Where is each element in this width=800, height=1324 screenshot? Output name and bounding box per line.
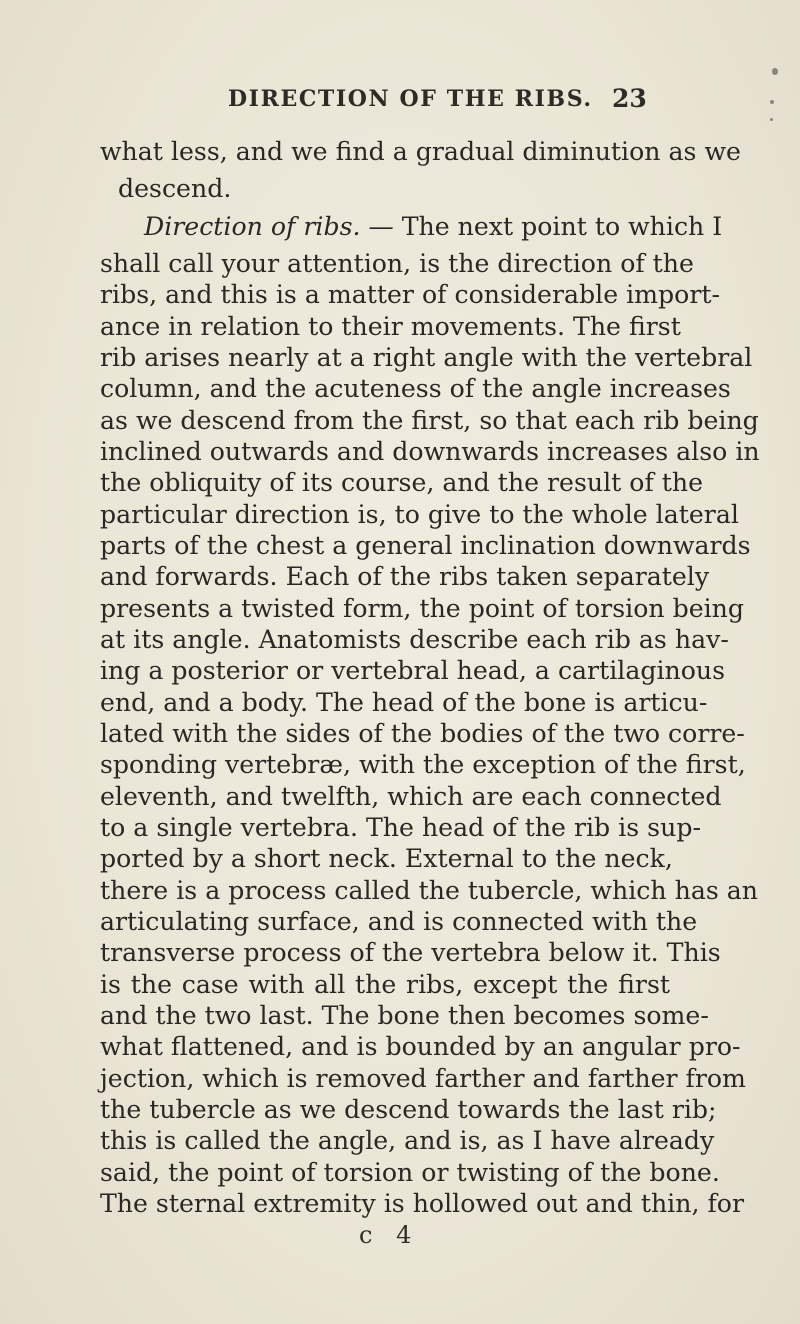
text-line: lated with the sides of the bodies of the two corre- <box>100 719 745 748</box>
text-line: said, the point of torsion or twisting of the bone. <box>100 1157 720 1187</box>
text-line: ance in relation to their movements. The first <box>100 311 681 341</box>
chapter-title: DIRECTION OF THE RIBS. <box>228 86 593 112</box>
text-line: sponding vertebræ, with the exception of the first, <box>100 750 746 780</box>
text-line: there is a process called the tubercle, which has an <box>100 875 759 905</box>
text-line <box>144 208 723 246</box>
text-line: what flattened, and is bounded by an angular pro- <box>100 1032 741 1062</box>
text-line: particular direction is, to give to the whole lateral <box>100 499 739 529</box>
text-line: presents a twisted form, the point of torsion being <box>100 593 745 623</box>
text-line: and forwards. Each of the ribs taken separately <box>100 562 710 592</box>
signature-mark: c 4 <box>359 1221 420 1249</box>
side-heading: Direction of ribs. <box>144 212 361 241</box>
text-line: at its angle. Anatomists describe each rib as hav- <box>100 625 729 654</box>
text-line: ing a posterior or vertebral head, a cartilaginous <box>100 656 726 686</box>
text-line: rib arises nearly at a right angle with the vertebral <box>100 343 753 372</box>
ink-speck <box>770 118 773 121</box>
text-line: the obliquity of its course, and the result of the <box>100 468 704 498</box>
ink-speck <box>770 100 774 104</box>
text-line: inclined outwards and downwards increases also in <box>100 437 760 466</box>
text-line: ported by a short neck. External to the neck, <box>100 844 673 874</box>
text-line: is the case with all the ribs, except the first <box>100 969 670 999</box>
text-line: column, and the acuteness of the angle increases <box>100 374 731 404</box>
text-line: this is called the angle, and is, as I have already <box>100 1126 715 1156</box>
text-line: to a single vertebra. The head of the rib is sup- <box>100 813 701 842</box>
text-line: end, and a body. The head of the bone is articu- <box>100 687 708 717</box>
text-line: descend. <box>118 174 232 203</box>
page-number: 23 <box>612 84 647 113</box>
text-line: ribs, and this is a matter of considerable import- <box>100 280 721 310</box>
ink-speck <box>772 68 778 75</box>
text-line: and the two last. The bone then becomes some- <box>100 1001 709 1030</box>
text-line: shall call your attention, is the direction of the <box>100 249 694 278</box>
running-head <box>0 86 800 122</box>
text-line: The sternal extremity is hollowed out and thin, for <box>100 1189 744 1218</box>
text-line: what less, and we find a gradual diminution as we <box>100 137 741 166</box>
text-line: transverse process of the vertebra below it. This <box>100 938 721 968</box>
text-line: jection, which is removed farther and farther from <box>100 1063 746 1093</box>
text-line: as we descend from the first, so that each rib being <box>100 405 759 435</box>
text-line: articulating surface, and is connected with the <box>100 907 698 936</box>
text-line: the tubercle as we descend towards the last rib; <box>100 1095 717 1124</box>
text-span: — The next point to which I <box>360 212 723 241</box>
text-line: eleventh, and twelfth, which are each connected <box>100 781 722 811</box>
text-line: parts of the chest a general inclination downwards <box>100 531 751 560</box>
